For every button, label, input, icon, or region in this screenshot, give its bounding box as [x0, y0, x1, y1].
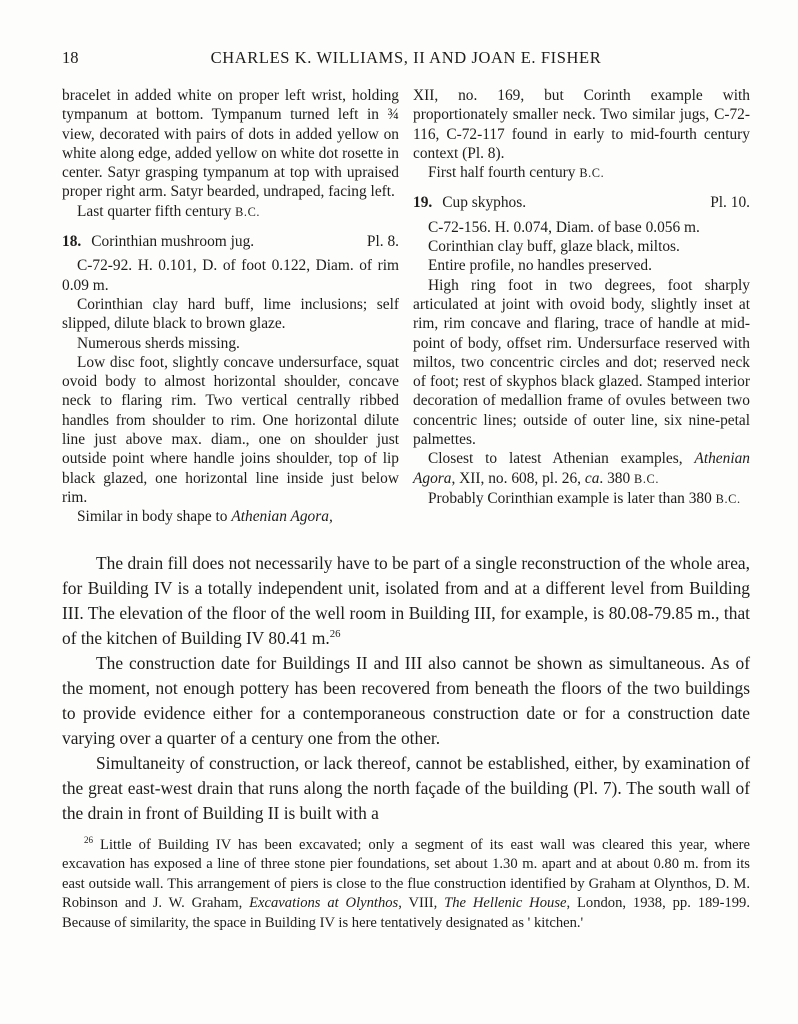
entry-heading-19 — [413, 193, 750, 212]
entry-number: 18. — [62, 233, 82, 251]
entry-condition: Numerous sherds missing. — [77, 334, 240, 352]
footnote-citation: The Hellenic House — [444, 895, 567, 912]
footnote-citation: Excavations at Olynthos — [249, 895, 399, 912]
circa-abbreviation: ca — [584, 469, 600, 487]
footnote-text: , VIII, — [398, 895, 445, 912]
bc-abbreviation: B.C. — [634, 471, 660, 486]
footnote-text: Little of Building IV has been excavated; only a segment of its east wall was cleared this year, where excavation has exposed a line of three stone pier foundations, set about 1.30 m. apart and at about 0.80 m. from its east outside wall. This arrangement of piers is close to the flue construction identified by Graham at Olynthos, D. M. Robinson and J. W. Graham, — [62, 836, 750, 912]
dating-text: Last quarter fifth century — [77, 202, 236, 220]
conclusion-text: Probably Corinthian example is later than 380 — [428, 489, 716, 507]
entry-title: Corinthian mushroom jug. — [91, 233, 255, 251]
comparison-citation: Athenian Agora, — [231, 508, 333, 526]
entry-dimensions: C-72-156. H. 0.074, Diam. of base 0.056 m. — [428, 218, 700, 236]
footnote-section — [62, 836, 750, 934]
entry-comparison — [62, 507, 399, 526]
entry-fabric: Corinthian clay hard buff, lime inclusions; self slipped, dilute black to brown glaze. — [62, 295, 399, 333]
dating-text: First half fourth century — [428, 164, 580, 182]
entry-number: 19. — [413, 194, 433, 212]
footnote-26 — [62, 836, 750, 934]
bc-abbreviation: B.C. — [715, 491, 741, 506]
comparison-text: Closest to latest Athenian examples, — [428, 450, 695, 468]
discussion-section — [62, 551, 750, 826]
footnote-text: , London, 1938, pp. 189-199. Because of similarity, the space in Building IV is here tentatively designated as ' kitchen.' — [62, 895, 750, 931]
dating-line — [62, 202, 399, 222]
dating-line — [413, 163, 750, 183]
entry-description: High ring foot in two degrees, foot sharply articulated at joint with ovoid body, slightly inset at rim, rim concave and flaring, trace of handle at mid-point of body, offset rim. Undersurface reserved with miltos, two concentric circles and dot; reserved neck of foot; rest of skyphos black glazed. Stamped interior decoration of medallion frame of ovules between two concentric lines; outside of outer line, six nine-petal palmettes. — [413, 276, 750, 449]
discussion-paragraph — [62, 551, 750, 651]
discussion-paragraph: Simultaneity of construction, or lack thereof, cannot be established, either, by examination of the great east-west drain that runs along the north façade of the building (Pl. 7). The south wall of the drain in front of Building II is built with a — [62, 752, 750, 823]
comparison-text: Similar in body shape to — [77, 508, 232, 526]
entry-conclusion — [413, 489, 750, 509]
entry-description: Low disc foot, slightly concave undersurface, squat ovoid body to almost horizontal shoulder, concave neck to flaring rim. Two vertical centrally ribbed handles from shoulder to rim. One horizontal dilute line just above max. diam., one on shoulder just outside point where handle joins shoulder, top of lip black glazed, one horizontal line inside just below rim. — [62, 353, 399, 506]
comparison-text: , XII, no. 608, pl. 26, — [451, 469, 585, 487]
entry-title: Cup skyphos. — [442, 194, 527, 212]
footnote-number: 26 — [84, 834, 94, 845]
footnote-reference-marker: 26 — [329, 627, 341, 640]
comparison-text: . 380 — [599, 469, 635, 487]
comparison-citation: Athenian Agora — [413, 450, 750, 487]
plate-reference: Pl. 10. — [710, 194, 750, 212]
plate-reference: Pl. 8. — [366, 233, 399, 251]
discussion-paragraph: The construction date for Buildings II and III also cannot be shown as simultaneous. As of the moment, not enough pottery has been recovered from beneath the floors of the two buildings to provide evidence either for a contemporaneous construction date or for a construction date varying over a quarter of a century one from the other. — [62, 652, 750, 748]
catalog-columns — [62, 86, 750, 527]
page-number: 18 — [62, 48, 79, 67]
entry-fabric: Corinthian clay buff, glaze black, miltos. — [428, 238, 680, 256]
catalog-continuation-paragraph: bracelet in added white on proper left wrist, holding tympanum at bottom. Tympanum turned left in ¾ view, decorated with pairs of dots in added yellow on white along edge, added yellow on white dot rosette in center. Satyr grasping tympanum at top with upraised proper right arm. Satyr bearded, undraped, facing left. — [62, 87, 399, 201]
entry-comparison — [413, 449, 750, 489]
catalog-continuation-paragraph: XII, no. 169, but Corinth example with proportionately smaller neck. Two similar jugs, C-72-116, C-72-117 found in early to mid-fourth century context (Pl. 8). — [413, 87, 750, 162]
running-title: CHARLES K. WILLIAMS, II AND JOAN E. FISHER — [210, 48, 602, 67]
right-column — [413, 86, 750, 527]
entry-dimensions: C-72-92. H. 0.101, D. of foot 0.122, Diam. of rim 0.09 m. — [62, 257, 399, 294]
bc-abbreviation: B.C. — [579, 166, 605, 181]
left-column — [62, 86, 399, 527]
page-header — [62, 48, 750, 70]
bc-abbreviation: B.C. — [235, 204, 261, 219]
paragraph-text: The drain fill does not necessarily have to be part of a single reconstruction of the whole area, for Building IV is a totally independent unit, isolated from and at a different level from Building III. The elevation of the floor of the well room in Building III, for example, is 80.08-79.85 m., that of the kitchen of Building IV 80.41 m. — [62, 552, 750, 648]
entry-condition: Entire profile, no handles preserved. — [428, 257, 652, 275]
entry-heading-18 — [62, 232, 399, 251]
